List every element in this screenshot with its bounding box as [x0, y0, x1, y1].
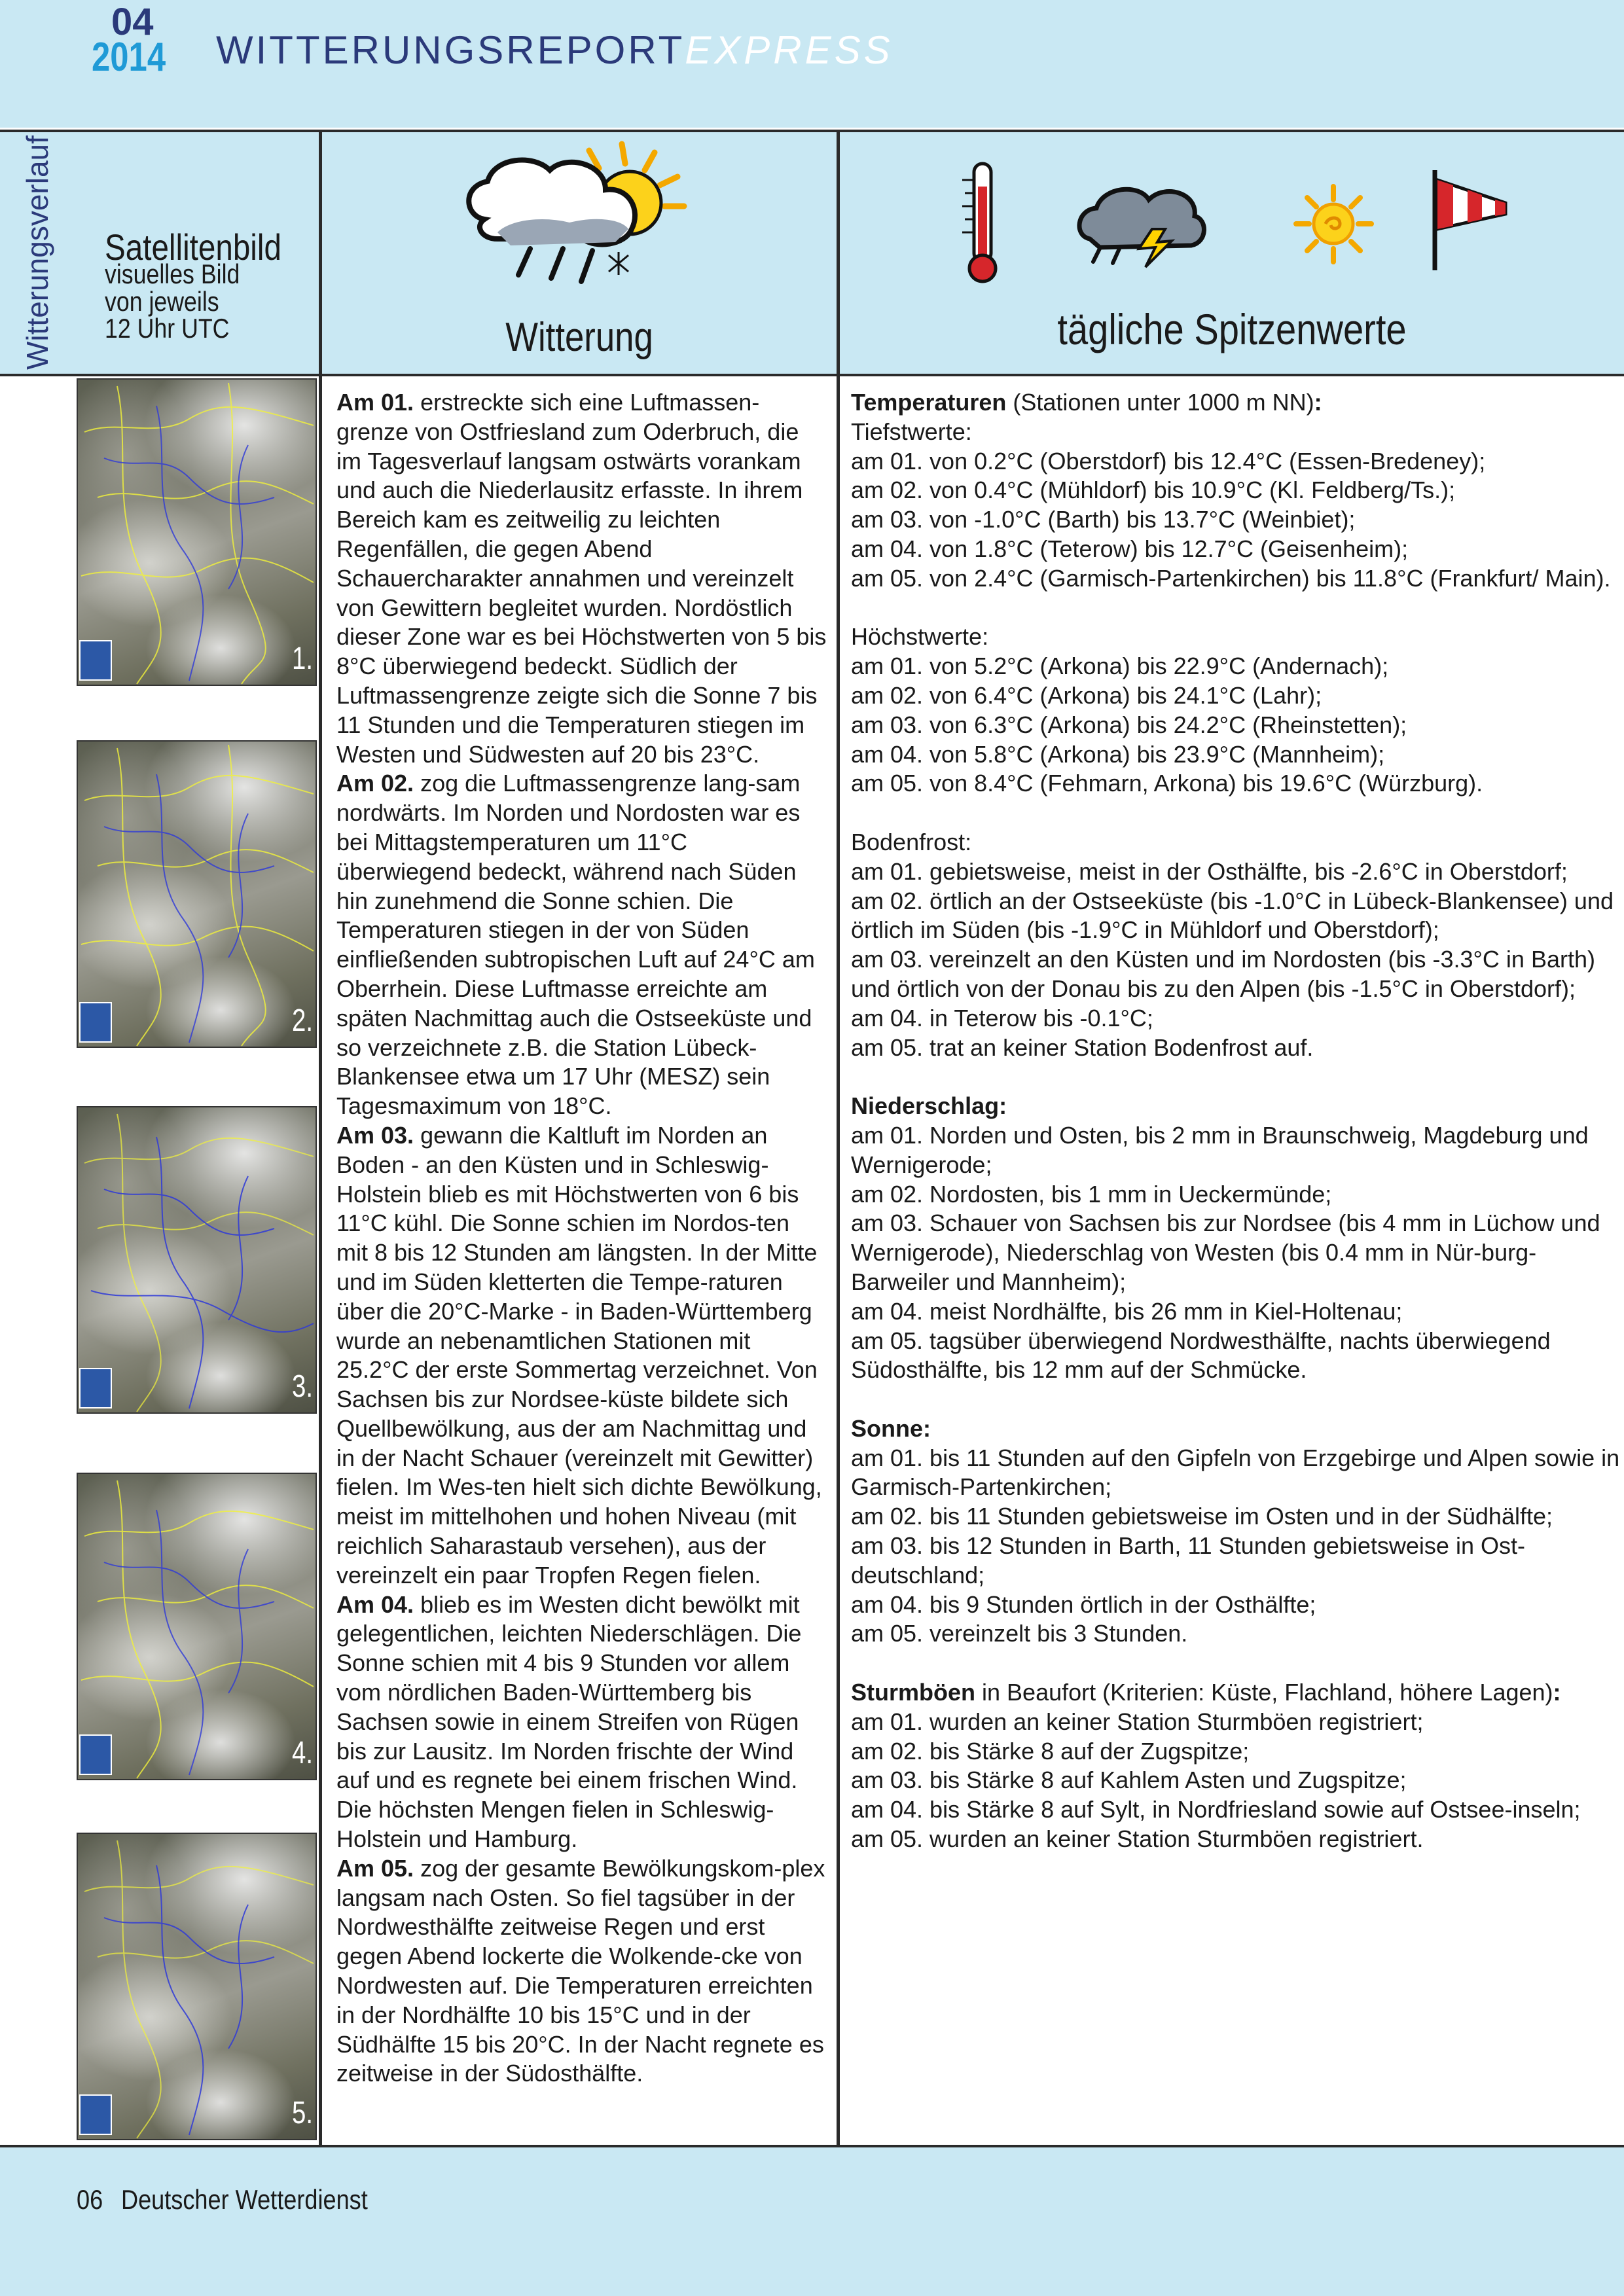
report-title-suffix: EXPRESS [685, 28, 893, 72]
gusts-item: am 05. wurden an keiner Station Sturmböen registriert. [851, 1825, 1424, 1853]
precipitation-item: am 03. Schauer von Sachsen bis zur Nordsee (bis 4 mm in Lüchow und Wernigerode), Niederschlag von Westen (bis 0.4 mm in Nür-burg-Barweiler und Mannheim); [851, 1210, 1600, 1295]
sunshine-item: am 04. bis 9 Stunden örtlich in der Osthälfte; [851, 1590, 1316, 1618]
weather-day-paragraph [336, 769, 827, 1121]
weather-day-label: Am 04. [336, 1590, 414, 1618]
min-temperature-item: am 03. von -1.0°C (Barth) bis 13.7°C (Weinbiet); [851, 506, 1356, 533]
column-divider [837, 130, 840, 2145]
satellite-image-label: 5. [291, 2096, 313, 2130]
page-number: 06 [77, 2184, 103, 2215]
report-title [216, 27, 893, 73]
gusts-heading-note: in Beaufort (Kriterien: Küste, Flachland, höhere Lagen) [975, 1679, 1553, 1706]
cloud-sun-rain-icon [458, 141, 700, 298]
satellite-column-subtitle: visuelles Bild [105, 259, 240, 289]
satellite-image [77, 740, 317, 1048]
dwd-logo [79, 1002, 112, 1043]
thunderstorm-cloud-icon [1074, 177, 1211, 268]
weather-day-text: erstreckte sich eine Luftmassen-grenze von Ostfriesland zum Oderbruch, die im Tagesverlauf langsam ostwärts vorankam und auch die Niederlausitz erfasste. In ihrem Bereich kam es zeitweilig zu leichten Regenfällen, die gegen Abend Schauercharakter annahmen und vereinzelt von Gewittern begleitet wurden. Nordöstlich dieser Zone war es bei Höchstwerten von 5 bis 8°C überwiegend bedeckt. Südlich der Luftmassengrenze zeigte sich die Sonne 7 bis 11 Stunden und die Temperaturen stiegen im Westen und Südwesten auf 20 bis 23°C. [336, 389, 827, 768]
sun-icon [1293, 183, 1375, 265]
max-temperature-label: Höchstwerte: [851, 623, 989, 651]
precipitation-item: am 05. tagsüber überwiegend Nordwesthälfte, nachts überwiegend Südosthälfte, bis 12 mm auf der Schmücke. [851, 1327, 1551, 1384]
footer-organization: Deutscher Wetterdienst [121, 2184, 368, 2215]
ground-frost-item: am 05. trat an keiner Station Bodenfrost auf. [851, 1033, 1314, 1061]
temperature-heading-label: Temperaturen [851, 389, 1007, 416]
max-temperature-item: am 04. von 5.8°C (Arkona) bis 23.9°C (Mannheim); [851, 740, 1385, 768]
gusts-heading [851, 1678, 1620, 1708]
footer-band [0, 2145, 1624, 2296]
weather-day-label: Am 02. [336, 770, 414, 797]
weather-day-label: Am 05. [336, 1854, 414, 1882]
issue-number: 04 [111, 1, 154, 43]
weather-day-paragraph [336, 388, 827, 769]
weather-day-paragraph [336, 1854, 827, 2089]
ground-frost-item: am 03. vereinzelt an den Küsten und im Nordosten (bis -3.3°C in Barth) und örtlich von der Donau bis zu den Alpen (bis -1.5°C in Oberstdorf); [851, 946, 1595, 1002]
satellite-image [77, 1473, 317, 1780]
max-temperature-item: am 05. von 8.4°C (Fehmarn, Arkona) bis 19.6°C (Würzburg). [851, 770, 1483, 797]
side-label: Witterungsverlauf [20, 135, 54, 370]
sunshine-item: am 01. bis 11 Stunden auf den Gipfeln von Erzgebirge und Alpen sowie in Garmisch-Partenkirchen; [851, 1444, 1620, 1501]
gusts-item: am 01. wurden an keiner Station Sturmböen registriert; [851, 1708, 1424, 1735]
min-temperature-item: am 05. von 2.4°C (Garmisch-Partenkirchen) bis 11.8°C (Frankfurt/ Main). [851, 564, 1611, 592]
satellite-image [77, 1106, 317, 1414]
satellite-column-subtitle: von jeweils [105, 286, 219, 317]
ground-frost-item: am 01. gebietsweise, meist in der Osthälfte, bis -2.6°C in Oberstdorf; [851, 857, 1568, 885]
max-temperature-item: am 03. von 6.3°C (Arkona) bis 24.2°C (Rheinstetten); [851, 711, 1407, 738]
dwd-logo [79, 1734, 112, 1775]
weather-column-heading: Witterung [505, 315, 653, 360]
sunshine-heading: Sonne: [851, 1414, 931, 1442]
satellite-image-label: 1. [291, 641, 313, 676]
weather-day-text: gewann die Kaltluft im Norden an Boden - an den Küsten und in Schleswig-Holstein blieb es mit Höchstwerten von 6 bis 11°C kühl. Die Sonne schien im Nordos-ten mit 8 bis 12 Stunden am längsten. In der Mitte und im Süden kletterten die Tempe-raturen über die 20°C-Marke - in Baden-Württemberg wurde an nebenamtlichen Stationen mit 25.2°C der erste Sommertag verzeichnet. Von Sachsen bis zur Nordsee-küste bildete sich Quellbewölkung, aus der am Nachmittag und in der Nacht Schauer (vereinzelt mit Gewitter) fielen. Im Wes-ten hielt sich dichte Bewölkung, meist im mittelhohen und hohen Niveau (mit reichlich Saharastaub versehen), aus der vereinzelt ein paar Tropfen Regen fielen. [336, 1121, 822, 1588]
max-temperature-item: am 02. von 6.4°C (Arkona) bis 24.1°C (Lahr); [851, 681, 1322, 709]
peak-values [851, 388, 1620, 1854]
weather-day-text: blieb es im Westen dicht bewölkt mit gelegentlichen, leichten Niederschlägen. Die Sonne schien mit 4 bis 9 Stunden vor allem vom nördlichen Baden-Württemberg bis Sachsen sowie in einem Streifen von Rügen bis zur Lausitz. Im Norden frischte der Wind auf und es regnete bei einem frischen Wind. Die höchsten Mengen fielen in Schleswig-Holstein und Hamburg. [336, 1590, 802, 1853]
column-divider [319, 130, 322, 2145]
satellite-image-label: 3. [291, 1369, 313, 1404]
ground-frost-item: am 02. örtlich an der Ostseeküste (bis -1.0°C in Lübeck-Blankensee) und örtlich im Süden (bis -1.9°C in Mühldorf und Oberstdorf); [851, 887, 1614, 944]
max-temperature-item: am 01. von 5.2°C (Arkona) bis 22.9°C (Andernach); [851, 653, 1389, 680]
min-temperature-item: am 01. von 0.2°C (Oberstdorf) bis 12.4°C (Essen-Bredeney); [851, 447, 1486, 475]
sunshine-item: am 02. bis 11 Stunden gebietsweise im Osten und in der Südhälfte; [851, 1503, 1553, 1530]
report-title-main: WITTERUNGSREPORT [216, 28, 685, 72]
min-temperature-item: am 02. von 0.4°C (Mühldorf) bis 10.9°C (Kl. Feldberg/Ts.); [851, 476, 1456, 504]
peak-values-column-heading: tägliche Spitzenwerte [1057, 305, 1407, 353]
heading-colon: : [1314, 389, 1322, 416]
satellite-image [77, 1833, 317, 2140]
weather-day-paragraph [336, 1121, 827, 1590]
weather-day-text: zog der gesamte Bewölkungskom-plex langsam nach Osten. So fiel tagsüber in der Nordwesthälfte zeitweise Regen und erst gegen Abend lockerte die Wolkende-cke von Nordwesten auf. Die Temperaturen erreichten in der Nordhälfte 10 bis 15°C und in der Südhälfte 15 bis 20°C. In der Nacht regnete es zeitweise in der Südosthälfte. [336, 1854, 825, 2087]
satellite-column-subtitle: 12 Uhr UTC [105, 313, 230, 344]
weather-day-paragraph [336, 1590, 827, 1854]
heading-colon: : [1553, 1679, 1561, 1706]
ground-frost-label: Bodenfrost: [851, 828, 972, 855]
precipitation-item: am 01. Norden und Osten, bis 2 mm in Braunschweig, Magdeburg und Wernigerode; [851, 1121, 1589, 1178]
precipitation-item: am 02. Nordosten, bis 1 mm in Ueckermünde; [851, 1180, 1332, 1208]
windsock-icon [1427, 167, 1512, 272]
min-temperature-label: Tiefstwerte: [851, 418, 972, 445]
gusts-heading-label: Sturmböen [851, 1679, 976, 1706]
gusts-item: am 02. bis Stärke 8 auf der Zugspitze; [851, 1737, 1250, 1765]
temperature-heading-note: (Stationen unter 1000 m NN) [1006, 389, 1314, 416]
ground-frost-item: am 04. in Teterow bis -0.1°C; [851, 1004, 1153, 1031]
weather-description [336, 388, 827, 2089]
dwd-logo [79, 1368, 112, 1408]
satellite-column-title: Satellitenbild [105, 226, 281, 268]
weather-day-label: Am 01. [336, 389, 414, 416]
temperature-heading [851, 388, 1620, 418]
weather-day-text: zog die Luftmassengrenze lang-sam nordwärts. Im Norden und Nordosten war es bei Mittagstemperaturen um 11°C überwiegend bedeckt, während nach Süden hin zunehmend die Sonne schien. Die Temperaturen stiegen in der von Süden einfließenden subtropischen Luft auf 24°C am Oberrhein. Diese Luftmasse erreichte am späten Nachmittag auch die Ostseeküste und so verzeichnete z.B. die Station Lübeck-Blankensee etwa um 17 Uhr (MESZ) sein Tagesmaximum von 18°C. [336, 770, 815, 1120]
min-temperature-item: am 04. von 1.8°C (Teterow) bis 12.7°C (Geisenheim); [851, 535, 1409, 562]
precipitation-item: am 04. meist Nordhälfte, bis 26 mm in Kiel-Holtenau; [851, 1297, 1403, 1325]
satellite-image [77, 378, 317, 686]
weather-day-label: Am 03. [336, 1121, 414, 1149]
dwd-logo [79, 2094, 112, 2135]
precipitation-heading: Niederschlag: [851, 1092, 1007, 1120]
satellite-image-label: 4. [291, 1736, 313, 1770]
gusts-item: am 04. bis Stärke 8 auf Sylt, in Nordfriesland sowie auf Ostsee-inseln; [851, 1796, 1581, 1823]
sunshine-item: am 03. bis 12 Stunden in Barth, 11 Stunden gebietsweise in Ost-deutschland; [851, 1532, 1525, 1588]
gusts-item: am 03. bis Stärke 8 auf Kahlem Asten und Zugspitze; [851, 1767, 1407, 1794]
sunshine-item: am 05. vereinzelt bis 3 Stunden. [851, 1620, 1188, 1647]
satellite-image-label: 2. [291, 1003, 313, 1038]
issue-year: 2014 [92, 35, 166, 80]
thermometer-icon [956, 160, 1008, 285]
dwd-logo [79, 640, 112, 681]
